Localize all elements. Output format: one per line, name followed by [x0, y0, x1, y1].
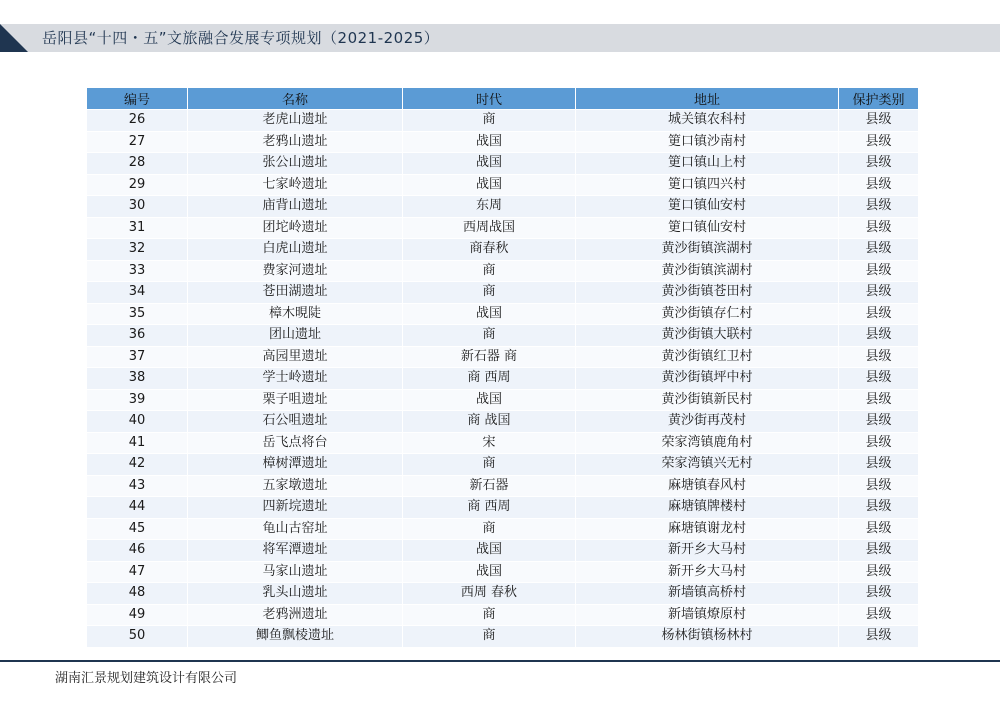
- table-row: [87, 518, 919, 540]
- table-row: [87, 260, 919, 282]
- cell-era: 战国: [403, 174, 576, 196]
- cell-name: 张公山遗址: [188, 153, 403, 175]
- cell-protection-class: 县级: [839, 153, 919, 175]
- cell-address: 黄沙街镇新民村: [576, 389, 839, 411]
- cell-address: 黄沙街镇大联村: [576, 325, 839, 347]
- cell-name: 马家山遗址: [188, 561, 403, 583]
- table-row: [87, 389, 919, 411]
- cell-era: 战国: [403, 153, 576, 175]
- cell-era: 战国: [403, 131, 576, 153]
- column-header-number: 编号: [87, 88, 188, 110]
- footer-divider: [0, 660, 1000, 662]
- cell-number: 26: [87, 110, 188, 132]
- cell-number: 43: [87, 475, 188, 497]
- cell-protection-class: 县级: [839, 174, 919, 196]
- table-row: [87, 583, 919, 605]
- cell-name: 将军潭遗址: [188, 540, 403, 562]
- cell-era: 商: [403, 604, 576, 626]
- table-row: [87, 196, 919, 218]
- cell-number: 37: [87, 346, 188, 368]
- cell-era: 战国: [403, 561, 576, 583]
- cell-era: 商: [403, 626, 576, 648]
- cell-number: 50: [87, 626, 188, 648]
- heritage-table: [86, 87, 919, 648]
- cell-era: 商春秋: [403, 239, 576, 261]
- cell-era: 商: [403, 325, 576, 347]
- table-row: [87, 604, 919, 626]
- cell-era: 商: [403, 518, 576, 540]
- cell-era: 商: [403, 260, 576, 282]
- cell-number: 45: [87, 518, 188, 540]
- cell-address: 麻塘镇谢龙村: [576, 518, 839, 540]
- cell-number: 46: [87, 540, 188, 562]
- cell-protection-class: 县级: [839, 303, 919, 325]
- cell-address: 城关镇农科村: [576, 110, 839, 132]
- cell-era: 商: [403, 282, 576, 304]
- cell-number: 49: [87, 604, 188, 626]
- cell-name: 樟树潭遗址: [188, 454, 403, 476]
- cell-era: 宋: [403, 432, 576, 454]
- cell-name: 团坨岭遗址: [188, 217, 403, 239]
- cell-number: 44: [87, 497, 188, 519]
- table-row: [87, 368, 919, 390]
- table-row: [87, 475, 919, 497]
- cell-protection-class: 县级: [839, 454, 919, 476]
- cell-number: 42: [87, 454, 188, 476]
- cell-protection-class: 县级: [839, 110, 919, 132]
- cell-number: 33: [87, 260, 188, 282]
- cell-era: 西周战国: [403, 217, 576, 239]
- table-row: [87, 282, 919, 304]
- cell-name: 樟木晛陡: [188, 303, 403, 325]
- cell-address: 筻口镇山上村: [576, 153, 839, 175]
- column-header-era: 时代: [403, 88, 576, 110]
- cell-era: 战国: [403, 303, 576, 325]
- cell-number: 31: [87, 217, 188, 239]
- table-row: [87, 346, 919, 368]
- cell-number: 48: [87, 583, 188, 605]
- cell-address: 麻塘镇春风村: [576, 475, 839, 497]
- cell-protection-class: 县级: [839, 583, 919, 605]
- page-title: 岳阳县“十四・五”文旅融合发展专项规划（2021-2025）: [42, 29, 440, 47]
- table-row: [87, 325, 919, 347]
- cell-name: 龟山古窑址: [188, 518, 403, 540]
- cell-address: 新墙镇燎原村: [576, 604, 839, 626]
- cell-protection-class: 县级: [839, 368, 919, 390]
- cell-name: 五家墩遗址: [188, 475, 403, 497]
- table-row: [87, 432, 919, 454]
- cell-number: 38: [87, 368, 188, 390]
- column-header-name: 名称: [188, 88, 403, 110]
- table-header-row: [87, 88, 919, 110]
- cell-address: 黄沙街镇红卫村: [576, 346, 839, 368]
- cell-protection-class: 县级: [839, 131, 919, 153]
- footer-company-name: 湖南汇景规划建筑设计有限公司: [55, 671, 238, 686]
- cell-address: 荣家湾镇兴无村: [576, 454, 839, 476]
- cell-name: 岳飞点将台: [188, 432, 403, 454]
- cell-address: 麻塘镇牌楼村: [576, 497, 839, 519]
- cell-name: 苍田湖遗址: [188, 282, 403, 304]
- cell-number: 29: [87, 174, 188, 196]
- cell-address: 黄沙街再茂村: [576, 411, 839, 433]
- cell-number: 27: [87, 131, 188, 153]
- cell-number: 35: [87, 303, 188, 325]
- table-row: [87, 411, 919, 433]
- cell-era: 战国: [403, 389, 576, 411]
- cell-address: 黄沙街镇存仁村: [576, 303, 839, 325]
- cell-name: 白虎山遗址: [188, 239, 403, 261]
- cell-protection-class: 县级: [839, 389, 919, 411]
- cell-protection-class: 县级: [839, 432, 919, 454]
- column-header-protection-class: 保护类别: [839, 88, 919, 110]
- table-row: [87, 540, 919, 562]
- cell-number: 40: [87, 411, 188, 433]
- cell-number: 32: [87, 239, 188, 261]
- cell-address: 筻口镇沙南村: [576, 131, 839, 153]
- cell-name: 鲫鱼飘棱遗址: [188, 626, 403, 648]
- header-corner-mark: [0, 24, 28, 52]
- table-row: [87, 217, 919, 239]
- cell-name: 四新垸遗址: [188, 497, 403, 519]
- cell-protection-class: 县级: [839, 518, 919, 540]
- table-row: [87, 239, 919, 261]
- cell-protection-class: 县级: [839, 325, 919, 347]
- cell-address: 黄沙街镇滨湖村: [576, 239, 839, 261]
- cell-protection-class: 县级: [839, 626, 919, 648]
- cell-protection-class: 县级: [839, 260, 919, 282]
- cell-number: 41: [87, 432, 188, 454]
- cell-address: 荣家湾镇鹿角村: [576, 432, 839, 454]
- cell-protection-class: 县级: [839, 346, 919, 368]
- cell-era: 战国: [403, 540, 576, 562]
- cell-name: 团山遗址: [188, 325, 403, 347]
- cell-protection-class: 县级: [839, 475, 919, 497]
- cell-era: 商 西周: [403, 368, 576, 390]
- cell-name: 老鸦山遗址: [188, 131, 403, 153]
- table-row: [87, 626, 919, 648]
- cell-protection-class: 县级: [839, 196, 919, 218]
- cell-address: 筻口镇仙安村: [576, 217, 839, 239]
- cell-protection-class: 县级: [839, 497, 919, 519]
- cell-protection-class: 县级: [839, 282, 919, 304]
- cell-name: 乳头山遗址: [188, 583, 403, 605]
- cell-number: 47: [87, 561, 188, 583]
- cell-name: 庙背山遗址: [188, 196, 403, 218]
- column-header-address: 地址: [576, 88, 839, 110]
- cell-protection-class: 县级: [839, 561, 919, 583]
- cell-address: 新墙镇高桥村: [576, 583, 839, 605]
- cell-name: 石公咀遗址: [188, 411, 403, 433]
- cell-era: 新石器 商: [403, 346, 576, 368]
- cell-protection-class: 县级: [839, 217, 919, 239]
- cell-era: 商 西周: [403, 497, 576, 519]
- cell-protection-class: 县级: [839, 239, 919, 261]
- cell-name: 费家河遗址: [188, 260, 403, 282]
- cell-number: 28: [87, 153, 188, 175]
- table-row: [87, 153, 919, 175]
- cell-name: 学士岭遗址: [188, 368, 403, 390]
- cell-era: 东周: [403, 196, 576, 218]
- cell-era: 商: [403, 110, 576, 132]
- cell-era: 新石器: [403, 475, 576, 497]
- cell-address: 黄沙街镇苍田村: [576, 282, 839, 304]
- cell-name: 七家岭遗址: [188, 174, 403, 196]
- table-row: [87, 110, 919, 132]
- cell-number: 36: [87, 325, 188, 347]
- cell-era: 西周 春秋: [403, 583, 576, 605]
- table-row: [87, 497, 919, 519]
- cell-address: 新开乡大马村: [576, 540, 839, 562]
- table-row: [87, 131, 919, 153]
- cell-name: 老虎山遗址: [188, 110, 403, 132]
- cell-number: 34: [87, 282, 188, 304]
- cell-address: 筻口镇仙安村: [576, 196, 839, 218]
- cell-number: 39: [87, 389, 188, 411]
- cell-name: 高园里遗址: [188, 346, 403, 368]
- table-row: [87, 303, 919, 325]
- cell-protection-class: 县级: [839, 604, 919, 626]
- cell-address: 黄沙街镇滨湖村: [576, 260, 839, 282]
- cell-name: 栗子咀遗址: [188, 389, 403, 411]
- cell-number: 30: [87, 196, 188, 218]
- cell-era: 商: [403, 454, 576, 476]
- cell-protection-class: 县级: [839, 540, 919, 562]
- table-row: [87, 454, 919, 476]
- table-body: [87, 110, 919, 648]
- table-row: [87, 561, 919, 583]
- cell-address: 新开乡大马村: [576, 561, 839, 583]
- table-row: [87, 174, 919, 196]
- cell-address: 杨林街镇杨林村: [576, 626, 839, 648]
- cell-address: 筻口镇四兴村: [576, 174, 839, 196]
- cell-protection-class: 县级: [839, 411, 919, 433]
- cell-era: 商 战国: [403, 411, 576, 433]
- heritage-table-container: [86, 87, 919, 648]
- cell-name: 老鸦洲遗址: [188, 604, 403, 626]
- cell-address: 黄沙街镇坪中村: [576, 368, 839, 390]
